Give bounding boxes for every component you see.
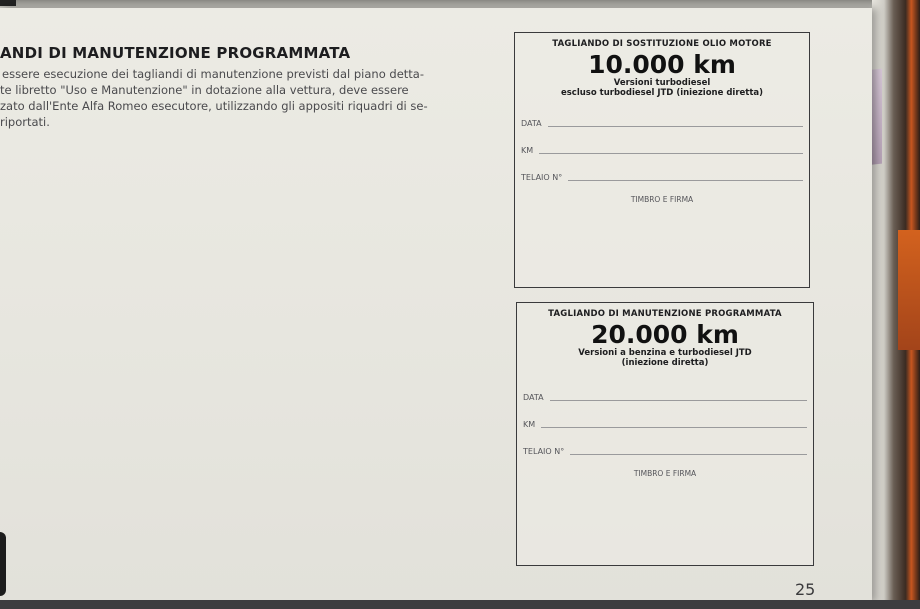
coupon-subtitle: Versioni turbodiesel (613, 78, 711, 88)
paragraph-line: riportati. (0, 115, 50, 129)
section-heading: ANDI DI MANUTENZIONE PROGRAMMATA (0, 44, 351, 62)
coupon-subtitle: Versioni a benzina e turbodiesel JTD (578, 348, 752, 358)
paragraph-line: te libretto "Uso e Manutenzione" in dotazione alla vettura, deve essere (0, 83, 409, 97)
write-line (550, 400, 807, 401)
write-line (539, 153, 803, 154)
field-label: KM (521, 146, 534, 155)
km-field (517, 403, 813, 430)
coupon-title: TAGLIANDO DI SOSTITUZIONE OLIO MOTORE (552, 39, 772, 49)
km-field (515, 129, 809, 156)
bottom-edge (0, 600, 920, 609)
coupon-fields (515, 102, 809, 183)
coupon-mileage: 20.000 km (591, 320, 739, 349)
write-line (570, 454, 807, 455)
paragraph-line: zato dall'Ente Alfa Romeo esecutore, utilizzando gli appositi riquadri di se- (0, 99, 428, 113)
write-line (568, 180, 803, 181)
top-left-mark (0, 0, 16, 6)
coupon-subtitle: escluso turbodiesel JTD (iniezione diretta) (560, 88, 764, 98)
field-label: TELAIO N° (523, 447, 565, 456)
coupon-title: TAGLIANDO DI MANUTENZIONE PROGRAMMATA (548, 309, 782, 319)
manual-page (0, 8, 872, 603)
date-field (515, 102, 809, 129)
chassis-field (517, 430, 813, 457)
date-field (517, 376, 813, 403)
field-label: KM (523, 420, 536, 429)
stamp-signature-label: TIMBRO E FIRMA (630, 195, 694, 204)
intro-paragraph (0, 66, 500, 130)
chassis-field (515, 156, 809, 183)
write-line (541, 427, 807, 428)
coupon-fields (517, 376, 813, 457)
field-label: DATA (521, 119, 542, 128)
field-label: DATA (523, 393, 544, 402)
coupon-mileage: 10.000 km (588, 50, 736, 79)
scheduled-maintenance-coupon (516, 302, 814, 566)
field-label: TELAIO N° (521, 173, 563, 182)
paragraph-line: essere esecuzione dei tagliandi di manutenzione previsti dal piano detta- (2, 67, 424, 81)
background-object (898, 230, 920, 350)
stamp-signature-label: TIMBRO E FIRMA (633, 469, 697, 478)
oil-change-coupon (514, 32, 810, 288)
page-number: 25 (795, 580, 816, 599)
finger-shadow (0, 532, 6, 596)
write-line (548, 126, 803, 127)
coupon-subtitle: (iniezione diretta) (621, 358, 709, 368)
